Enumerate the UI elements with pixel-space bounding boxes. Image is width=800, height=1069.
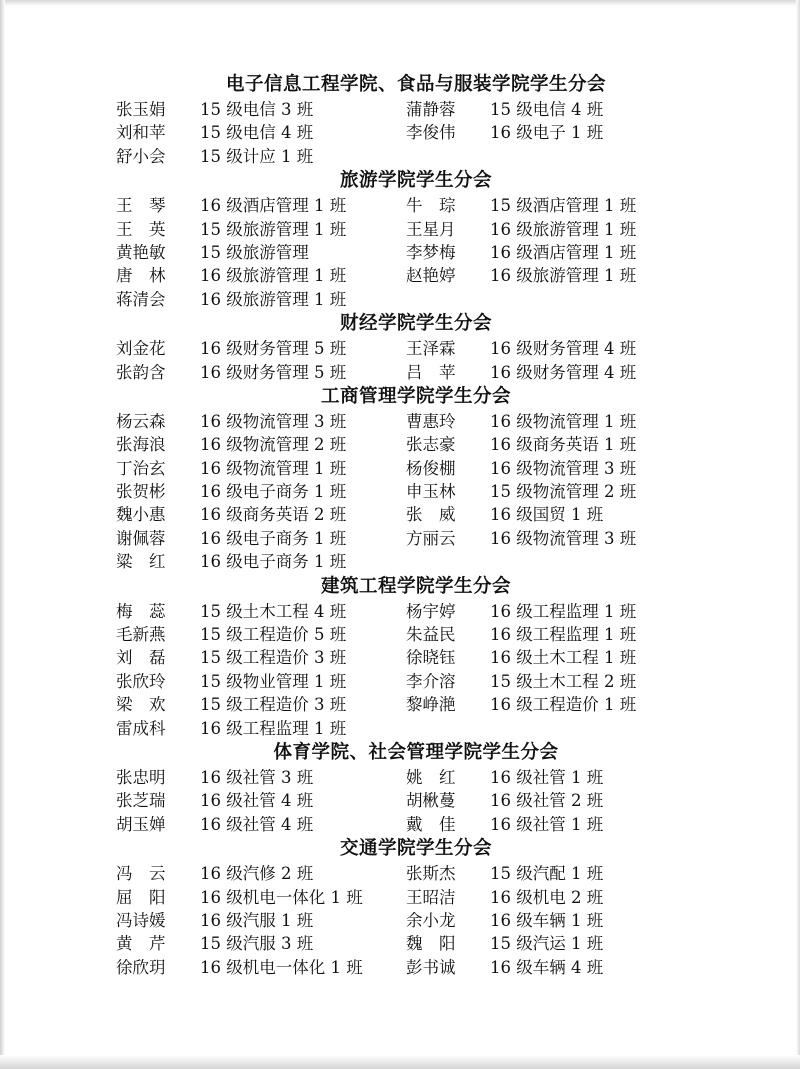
member-name: 黎峥滟: [406, 695, 456, 715]
member-name: 张 威: [406, 505, 456, 525]
section-title: 建筑工程学院学生分会: [320, 575, 511, 597]
member-name: 王星月: [406, 219, 456, 239]
member-name: 冯诗媛: [116, 910, 166, 930]
member-row: [116, 194, 716, 217]
member-name: 李俊伟: [406, 123, 456, 143]
member-name: 张韵含: [116, 362, 166, 382]
member-class: 16 级社管 1 班: [490, 767, 604, 787]
member-name: 彭书诚: [406, 957, 456, 977]
member-name: 杨俊棚: [406, 458, 456, 478]
member-name: 黄艳敏: [116, 242, 166, 262]
branch-section: [116, 72, 716, 168]
member-class: 16 级物流管理 3 班: [490, 458, 637, 478]
member-name: 王泽霖: [406, 339, 456, 359]
member-row: [116, 932, 716, 955]
member-row: [116, 145, 716, 168]
member-class: 16 级工程监理 1 班: [200, 718, 347, 738]
member-name: 梁 欢: [116, 695, 166, 715]
member-name: 冯 云: [116, 864, 166, 884]
member-row: [116, 527, 716, 550]
member-class: 16 级社管 2 班: [490, 791, 604, 811]
member-name: 刘 磊: [116, 648, 166, 668]
member-row: [116, 288, 716, 311]
branch-section: [116, 384, 716, 574]
member-name: [406, 717, 490, 740]
member-name: 徐晓钰: [406, 648, 456, 668]
member-class: 16 级旅游管理 1 班: [490, 219, 637, 239]
section-title: 财经学院学生分会: [339, 313, 492, 335]
member-class: [490, 288, 710, 311]
member-name: 雷成科: [116, 718, 166, 738]
branch-section: [116, 836, 716, 979]
member-row: [116, 717, 716, 740]
section-title: 体育学院、社会管理学院学生分会: [273, 741, 559, 763]
member-class: 16 级商务英语 1 班: [490, 435, 637, 455]
member-row: [116, 693, 716, 716]
member-class: 16 级车辆 1 班: [490, 910, 604, 930]
member-class: 16 级物流管理 1 班: [490, 411, 637, 431]
member-name: 姚 红: [406, 767, 456, 787]
member-name: [406, 550, 490, 573]
member-row: [116, 789, 716, 812]
member-class: 15 级汽配 1 班: [490, 864, 604, 884]
branch-section: [116, 574, 716, 740]
member-name: 刘金花: [116, 339, 166, 359]
member-name: 胡玉婵: [116, 814, 166, 834]
member-row: [116, 956, 716, 979]
member-class: 16 级物流管理 3 班: [490, 528, 637, 548]
member-class: 16 级财务管理 4 班: [490, 339, 637, 359]
section-title: 电子信息工程学院、食品与服装学院学生分会: [225, 74, 606, 95]
member-class: 15 级汽运 1 班: [490, 934, 604, 954]
member-name: 丁治玄: [116, 458, 166, 478]
member-row: [116, 909, 716, 932]
member-class: 16 级机电一体化 1 班: [200, 957, 363, 977]
member-name: 杨宇婷: [406, 601, 456, 621]
member-row: [116, 550, 716, 573]
member-name: 曹惠玲: [406, 411, 456, 431]
member-row: [116, 480, 716, 503]
member-class: 15 级电信 3 班: [200, 100, 314, 119]
member-class: 16 级物流管理 1 班: [200, 458, 347, 478]
member-class: 15 级计应 1 班: [200, 146, 314, 166]
scan-shadow-top: [0, 0, 800, 6]
member-class: 16 级社管 3 班: [200, 767, 314, 787]
member-class: 15 级工程造价 3 班: [200, 695, 347, 715]
scan-shadow-left: [0, 0, 5, 1069]
member-name: 张海浪: [116, 435, 166, 455]
member-name: 屈 阳: [116, 887, 166, 907]
member-name: 李介溶: [406, 671, 456, 691]
member-class: 16 级酒店管理 1 班: [200, 196, 347, 216]
member-class: 16 级国贸 1 班: [490, 505, 604, 525]
member-class: 15 级酒店管理 1 班: [490, 196, 637, 216]
member-name: 朱益民: [406, 625, 456, 645]
member-class: 15 级电信 4 班: [200, 123, 314, 143]
member-name: 余小龙: [406, 910, 456, 930]
member-class: 16 级酒店管理 1 班: [490, 242, 637, 262]
member-class: [490, 145, 710, 168]
member-class: 15 级工程造价 5 班: [200, 625, 347, 645]
member-row: [116, 862, 716, 885]
member-row: [116, 98, 716, 121]
member-row: [116, 337, 716, 360]
member-class: 16 级旅游管理 1 班: [200, 289, 347, 309]
member-class: 16 级财务管理 4 班: [490, 362, 637, 382]
member-class: 16 级电子 1 班: [490, 123, 604, 143]
member-name: 魏小惠: [116, 505, 166, 525]
member-class: 16 级社管 1 班: [490, 814, 604, 834]
member-class: 16 级电子商务 1 班: [200, 528, 347, 548]
member-class: 16 级工程监理 1 班: [490, 625, 637, 645]
member-class: 16 级商务英语 2 班: [200, 505, 347, 525]
member-class: [490, 717, 710, 740]
member-name: 方丽云: [406, 528, 456, 548]
member-class: 16 级机电 2 班: [490, 887, 604, 907]
section-title: 工商管理学院学生分会: [320, 385, 511, 407]
member-name: 王 琴: [116, 196, 166, 216]
member-name: 蒲静蓉: [406, 100, 456, 119]
member-name: 张玉娟: [116, 100, 166, 119]
member-row: [116, 121, 716, 144]
member-row: [116, 813, 716, 836]
member-class: 15 级物流管理 2 班: [490, 482, 637, 502]
member-class: 15 级旅游管理 1 班: [200, 219, 347, 239]
member-row: [116, 600, 716, 623]
scan-shadow-bottom: [0, 1055, 800, 1069]
member-class: 16 级物流管理 3 班: [200, 411, 347, 431]
member-row: [116, 241, 716, 264]
member-class: 15 级物业管理 1 班: [200, 671, 347, 691]
member-class: 16 级旅游管理 1 班: [490, 266, 637, 286]
member-class: 16 级工程监理 1 班: [490, 601, 637, 621]
member-class: 16 级电子商务 1 班: [200, 482, 347, 502]
member-name: 申玉林: [406, 482, 456, 502]
member-name: 梅 蕊: [116, 601, 166, 621]
member-name: 粱 红: [116, 552, 166, 572]
branch-section: [116, 311, 716, 384]
member-class: 16 级电子商务 1 班: [200, 552, 347, 572]
member-class: 16 级财务管理 5 班: [200, 362, 347, 382]
member-name: 李梦梅: [406, 242, 456, 262]
member-name: [406, 145, 490, 168]
member-class: 16 级机电一体化 1 班: [200, 887, 363, 907]
member-name: 张芝瑞: [116, 791, 166, 811]
member-name: 王昭洁: [406, 887, 456, 907]
member-name: 刘和苹: [116, 123, 166, 143]
member-name: 舒小会: [116, 146, 166, 166]
member-row: [116, 886, 716, 909]
section-title: 旅游学院学生分会: [339, 170, 492, 192]
member-row: [116, 218, 716, 241]
member-class: 16 级社管 4 班: [200, 814, 314, 834]
member-name: [406, 288, 490, 311]
member-row: [116, 457, 716, 480]
member-name: 张欣玲: [116, 671, 166, 691]
member-name: 唐 林: [116, 266, 166, 286]
member-name: 张志豪: [406, 435, 456, 455]
member-class: 15 级汽服 3 班: [200, 934, 314, 954]
member-name: 谢佩蓉: [116, 528, 166, 548]
member-name: 张斯杰: [406, 864, 456, 884]
member-name: 赵艳婷: [406, 266, 456, 286]
member-class: 16 级汽服 1 班: [200, 910, 314, 930]
member-name: 徐欣玥: [116, 957, 166, 977]
member-row: [116, 503, 716, 526]
member-name: 吕 苹: [406, 362, 456, 382]
member-name: 王 英: [116, 219, 166, 239]
member-name: 张贺彬: [116, 482, 166, 502]
member-row: [116, 766, 716, 789]
member-class: 15 级旅游管理: [200, 242, 309, 262]
member-name: 黄 芹: [116, 934, 166, 954]
member-class: 16 级工程造价 1 班: [490, 695, 637, 715]
member-name: 毛新燕: [116, 625, 166, 645]
member-row: [116, 646, 716, 669]
section-title: 交通学院学生分会: [339, 838, 492, 860]
member-class: 16 级土木工程 1 班: [490, 648, 637, 668]
member-name: 杨云森: [116, 411, 166, 431]
member-name: 牛 琮: [406, 196, 456, 216]
member-class: 16 级财务管理 5 班: [200, 339, 347, 359]
member-class: 15 级土木工程 4 班: [200, 601, 347, 621]
member-name: 戴 佳: [406, 814, 456, 834]
member-class: [490, 550, 710, 573]
member-class: 16 级汽修 2 班: [200, 864, 314, 884]
member-row: [116, 433, 716, 456]
branch-section: [116, 168, 716, 311]
member-class: 16 级物流管理 2 班: [200, 435, 347, 455]
member-class: 16 级社管 4 班: [200, 791, 314, 811]
member-name: 魏 阳: [406, 934, 456, 954]
member-name: 胡楸蔓: [406, 791, 456, 811]
member-list-document: [116, 72, 716, 979]
member-name: 蒋清会: [116, 289, 166, 309]
member-name: 张忠明: [116, 767, 166, 787]
scan-shadow-right: [796, 0, 800, 1069]
member-row: [116, 361, 716, 384]
member-class: 15 级工程造价 3 班: [200, 648, 347, 668]
member-class: 15 级电信 4 班: [490, 100, 604, 119]
member-row: [116, 670, 716, 693]
member-row: [116, 410, 716, 433]
branch-section: [116, 740, 716, 836]
member-row: [116, 264, 716, 287]
member-row: [116, 623, 716, 646]
member-class: 15 级土木工程 2 班: [490, 671, 637, 691]
member-class: 16 级车辆 4 班: [490, 957, 604, 977]
member-class: 16 级旅游管理 1 班: [200, 266, 347, 286]
